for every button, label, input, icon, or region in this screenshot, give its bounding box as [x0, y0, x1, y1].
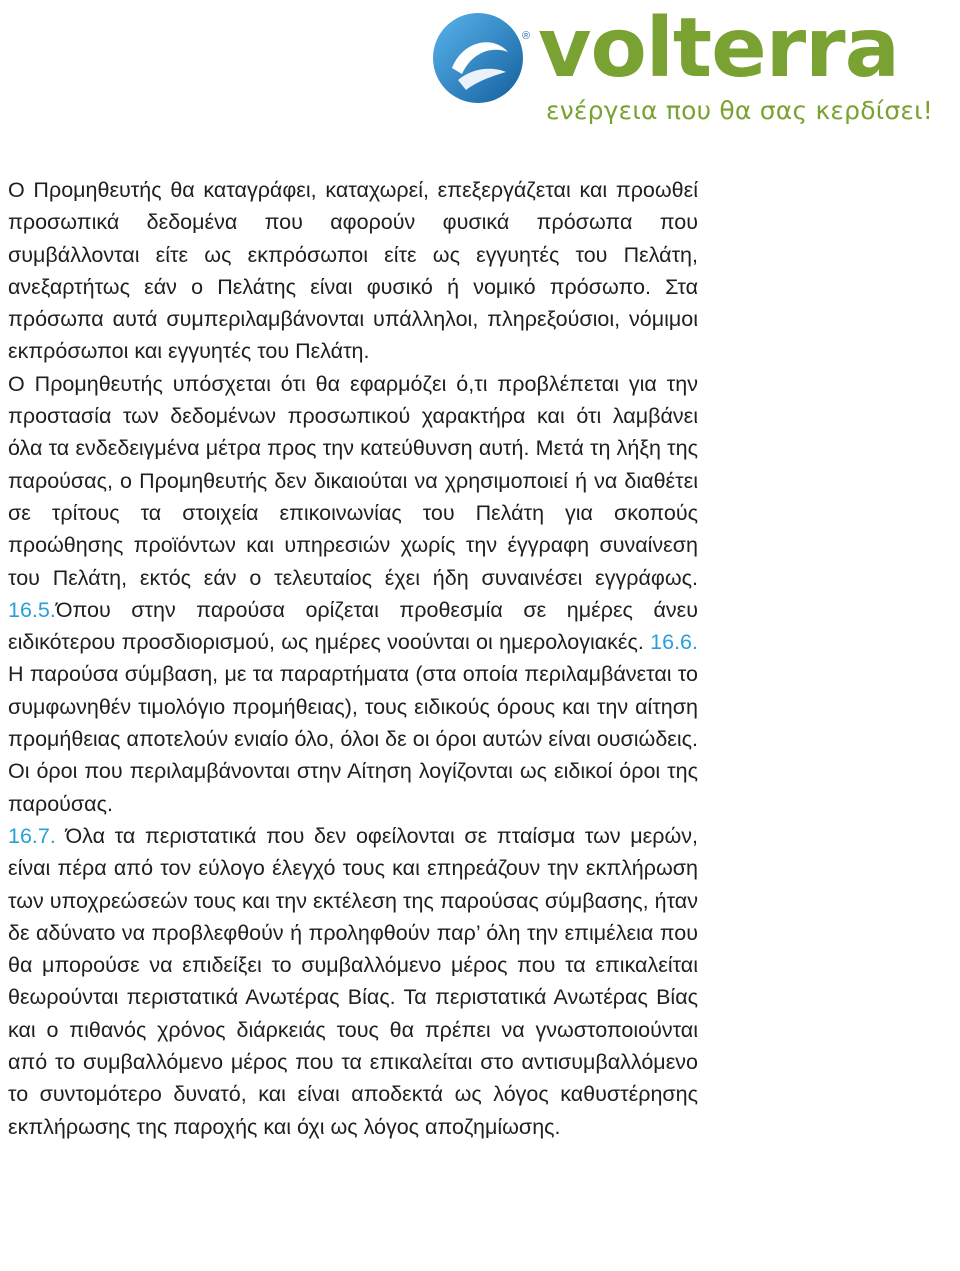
- paragraph-data-protection: [8, 368, 698, 820]
- paragraph-personal-data: Ο Προμηθευτής θα καταγράφει, καταχωρεί, επεξεργάζεται και προωθεί προσωπικά δεδομένα που αφορούν φυσικά πρόσωπα που συμβάλλονται είτε ως εκπρόσωποι είτε ως εγγυητές του Πελάτη, ανεξαρτήτως εάν ο Πελάτης είναι φυσικό ή νομικό πρόσωπο. Στα πρόσωπα αυτά συμπεριλαμβάνονται υπάλληλοι, πληρεξούσιοι, νόμιμοι εκπρόσωποι και εγγυητές του Πελάτη.: [8, 178, 698, 364]
- logo-wordmark: volterra: [538, 1, 899, 96]
- registered-mark: ®: [522, 30, 531, 42]
- contract-body: [8, 174, 698, 1143]
- clause-number-16-5: 16.5.: [8, 597, 56, 622]
- clause-number-16-7: 16.7.: [8, 823, 56, 848]
- paragraph-text: Ο Προμηθευτής υπόσχεται ότι θα εφαρμόζει ό,τι προβλέπεται για την προστασία των δεδομένων προσωπικού χαρακτήρα και ότι λαμβάνει όλα τα ενδεδειγμένα μέτρα προς την κατεύθυνση αυτή. Μετά τη λήξη της παρούσας, ο Προμηθευτής δεν δικαιούται να χρησιμοποιεί ή να διαθέτει σε τρίτους τα στοιχεία επικοινωνίας του Πελάτη για σκοπούς προώθησης προϊόντων και υπηρεσιών χωρίς την έγγραφη συναίνεση του Πελάτη, εκτός εάν ο τελευταίος έχει ήδη συναινέσει εγγράφως.: [8, 371, 698, 590]
- logo-tagline: ενέργεια που θα σας κερδίσει!: [546, 96, 933, 125]
- clause-16-7: [8, 820, 698, 1143]
- volterra-logo: [430, 1, 950, 130]
- globe-swirl-icon: [432, 12, 524, 104]
- clause-text-16-6: Η παρούσα σύμβαση, με τα παραρτήματα (στα οποία περιλαμβάνεται το συμφωνηθέν τιμολόγιο προμήθειας), τους ειδικούς όρους και την αίτηση προμήθειας αποτελούν ενιαίο όλο, όλοι δε οι όροι αυτών είναι ουσιώδεις. Οι όροι που περιλαμβάνονται στην Αίτηση λογίζονται ως ειδικοί όροι της παρούσας.: [8, 662, 698, 816]
- clause-text-16-7: Όλα τα περιστατικά που δεν οφείλονται σε πταίσμα των μερών, είναι πέρα από τον εύλογο έλεγχό τους και επηρεάζουν την εκπλήρωση των υποχρεώσεών τους και την εκτέλεση της παρούσας σύμβασης, ήταν δε αδύνατο να προβλεφθούν ή προληφθούν παρ’ όλη την επιμέλεια που θα μπορούσε να επιδείξει το συμβαλλόμενο μέρος που τα επικαλείται θεωρούνται περιστατικά Ανωτέρας Βίας. Τα περιστατικά Ανωτέρας Βίας και ο πιθανός χρόνος διάρκειάς τους θα πρέπει να γνωστοποιούνται από το συμβαλλόμενο μέρος που τα επικαλείται στο αντισυμβαλλόμενο το συντομότερο δυνατό, και είναι αποδεκτά ως λόγος καθυστέρησης εκπλήρωσης της παροχής και όχι ως λόγος αποζημίωσης.: [8, 823, 698, 1139]
- clause-number-16-6: 16.6.: [650, 630, 698, 655]
- clause-text-16-5: Όπου στην παρούσα ορίζεται προθεσμία σε ημέρες άνευ ειδικότερου προσδιορισμού, ως ημέρες νοούνται οι ημερολογιακές.: [8, 597, 698, 655]
